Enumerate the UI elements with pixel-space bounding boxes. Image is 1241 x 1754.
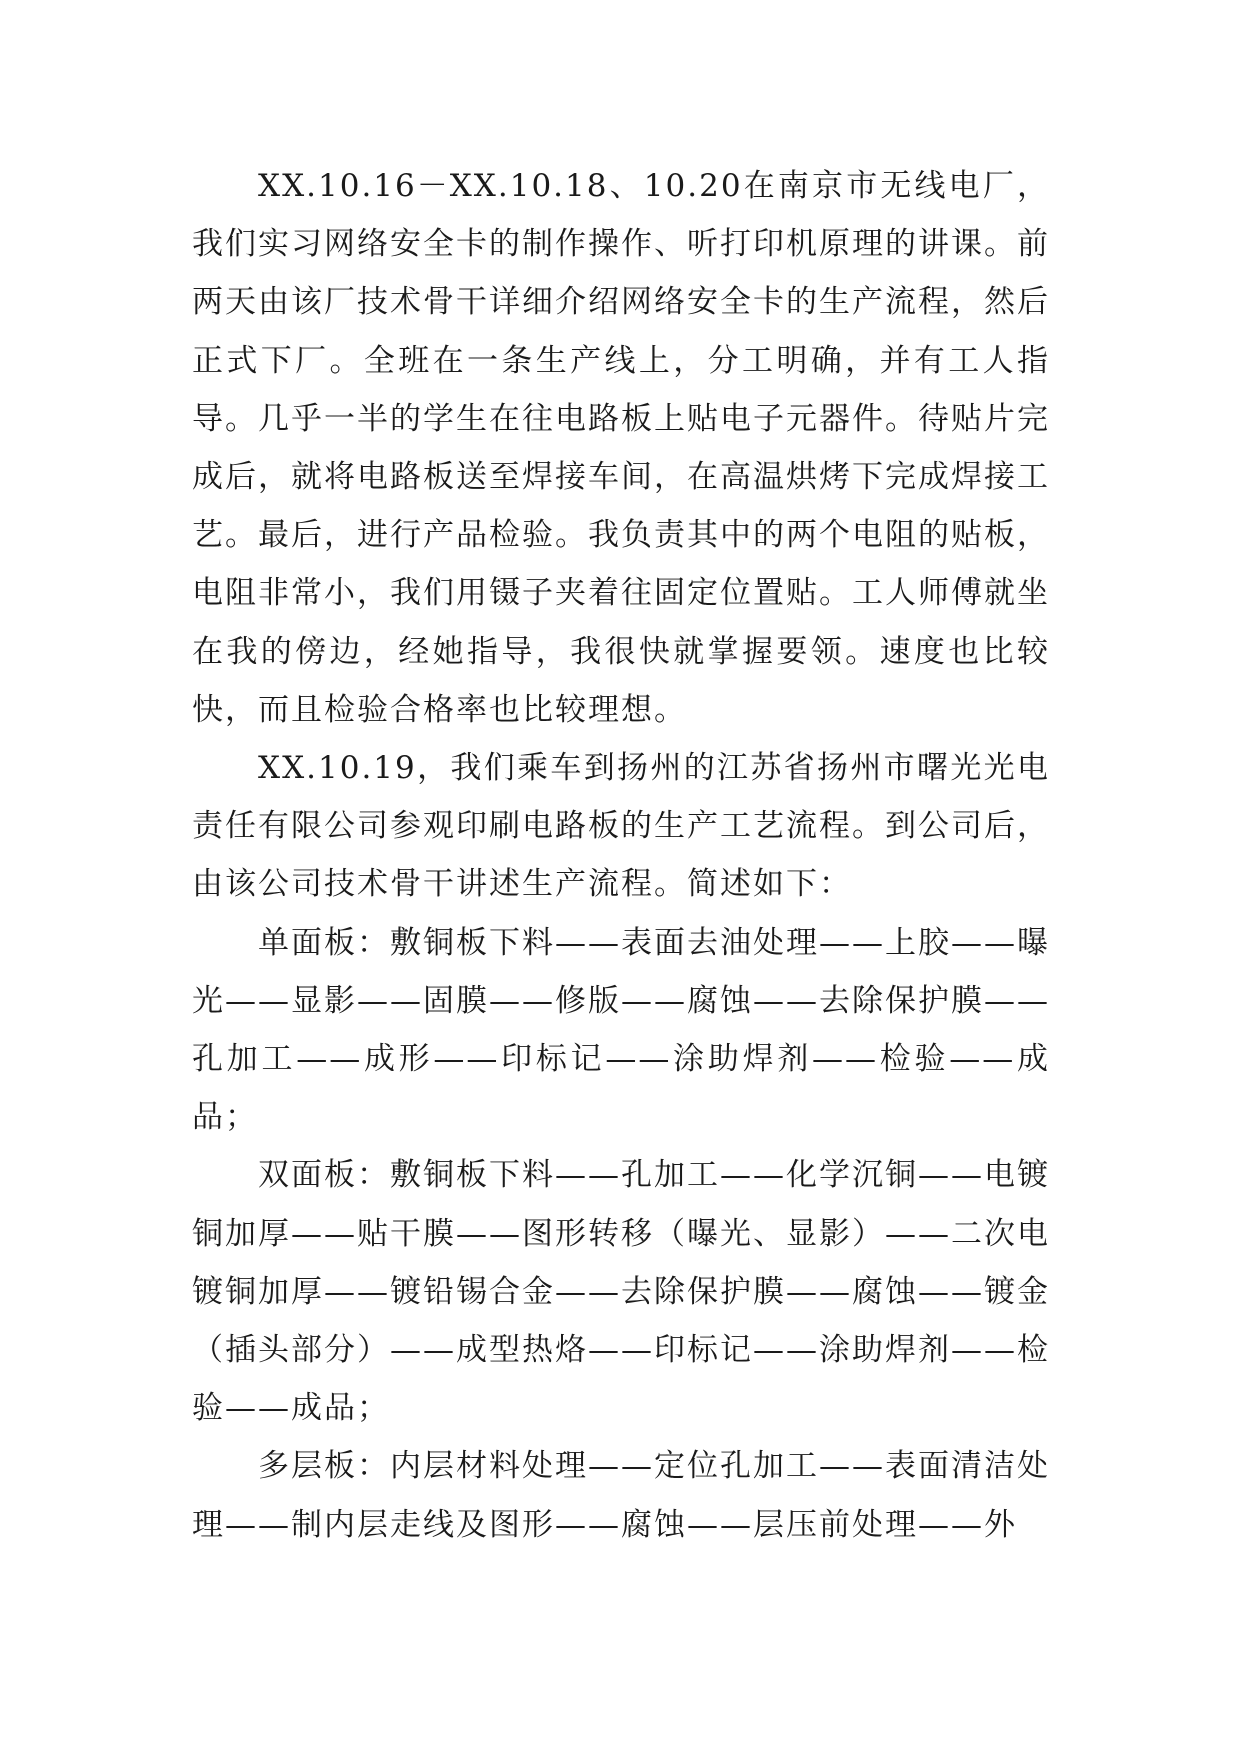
paragraph-single-sided-board: 单面板：敷铜板下料——表面去油处理——上胶——曝光——显影——固膜——修版——腐蚀——去除保护膜——孔加工——成形——印标记——涂助焊剂——检验——成品； [192,924,1050,1136]
paragraph-yangzhou-visit: XX.10.19，我们乘车到扬州的江苏省扬州市曙光光电责任有限公司参观印刷电路板的生产工艺流程。到公司后，由该公司技术骨干讲述生产流程。简述如下： [192,750,1050,903]
paragraph-multilayer-board: 多层板：内层材料处理——定位孔加工——表面清洁处理——制内层走线及图形——腐蚀——层压前处理——外 [192,1448,1050,1543]
document-body [192,157,1050,1554]
paragraph-double-sided-board: 双面板：敷铜板下料——孔加工——化学沉铜——电镀铜加厚——贴干膜——图形转移（曝光、显影）——二次电镀铜加厚——镀铅锡合金——去除保护膜——腐蚀——镀金（插头部分）——成型热烙——印标记——涂助焊剂——检验——成品； [192,1157,1050,1427]
paragraph-factory-internship: XX.10.16－XX.10.18、10.20在南京市无线电厂，我们实习网络安全卡的制作操作、听打印机原理的讲课。前两天由该厂技术骨干详细介绍网络安全卡的生产流程，然后正式下厂。全班在一条生产线上，分工明确，并有工人指导。几乎一半的学生在往电路板上贴电子元器件。待贴片完成后，就将电路板送至焊接车间，在高温烘烤下完成焊接工艺。最后，进行产品检验。我负责其中的两个电阻的贴板，电阻非常小，我们用镊子夹着往固定位置贴。工人师傅就坐在我的傍边，经她指导，我很快就掌握要领。速度也比较快，而且检验合格率也比较理想。 [192,168,1050,728]
